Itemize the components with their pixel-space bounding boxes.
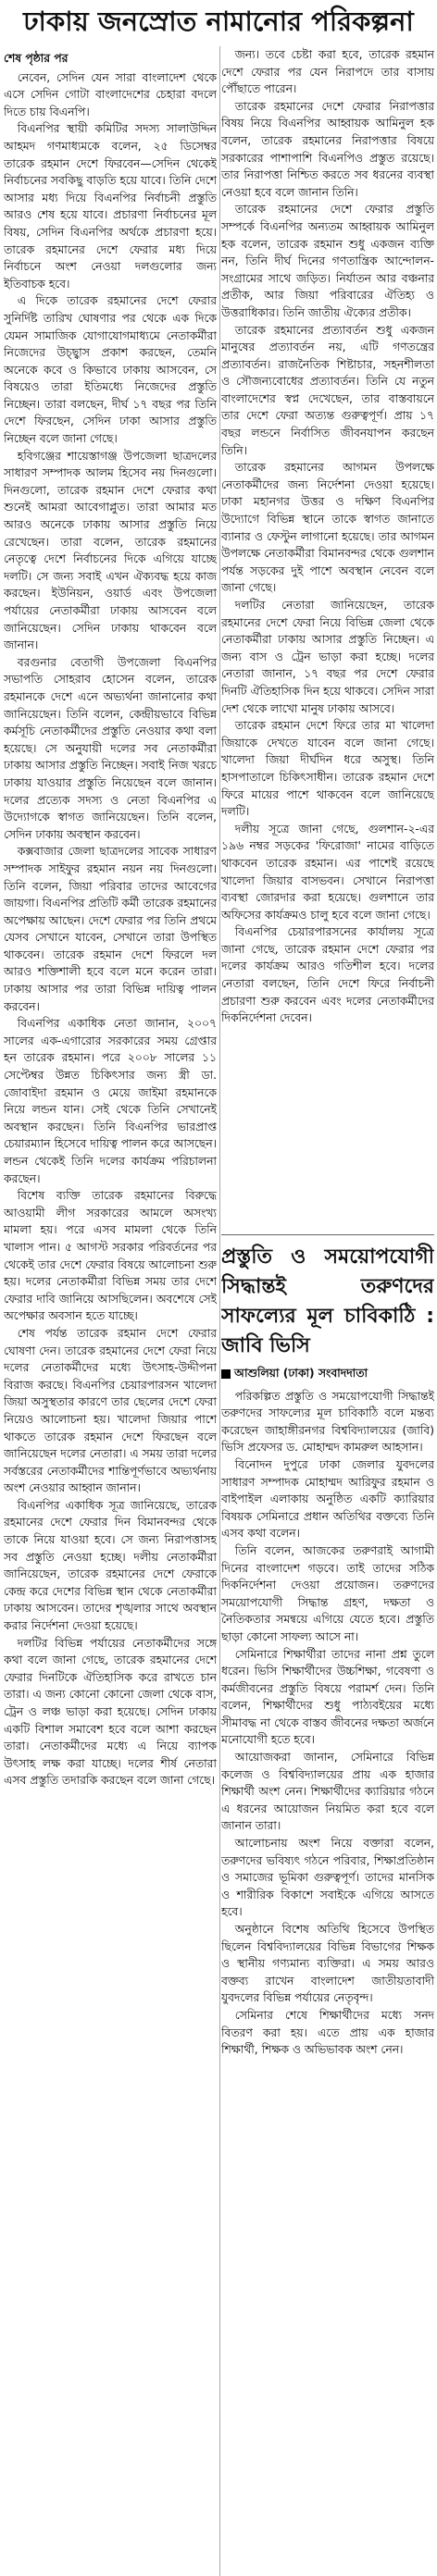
right-article-body	[221, 46, 434, 1221]
paragraph: পরিকল্পিত প্রস্তুতি ও সময়োপযোগী সিদ্ধান্তই তরুণদের সাফল্যের মূল চাবিকাঠি বলে মন্তব্য করেছেন জাহাঙ্গীরনগর বিশ্ববিদ্যালয়ের (জাবি) ভিসি প্রফেসর ড. মোহাম্মদ কামরুল আহসান।	[221, 1389, 434, 1455]
paragraph: দলটির নেতারা জানিয়েছেন, তারেক রহমানের দেশে ফেরা নিয়ে বিভিন্ন জেলা থেকে নেতাকর্মীরা ঢাকায় আসার প্রস্তুতি নিচ্ছেন। এ জন্য বাস ও ট্রেন ভাড়া করা হচ্ছে। দলের নেতারা জানান, ১৭ বছর পর দেশে ফেরার দিনটি ঐতিহাসিক দিন হয়ে থাকবে। সেদিন সারা দেশ থেকে লাখো মানুষ ঢাকায় আসবে।	[221, 599, 434, 715]
paragraph: বিএনপির একাধিক সূত্র জানিয়েছে, তারেক রহমানের দেশে ফেরার দিন বিমানবন্দর থেকে তাকে নিয়ে যাওয়া হবে। সে জন্য নিরাপত্তাসহ সব প্রস্তুতি নেওয়া হচ্ছে। দলীয় নেতাকর্মীরা জানিয়েছেন, তারেক রহমানের দেশে ফেরাকে কেন্দ্র করে দেশের বিভিন্ন স্থান থেকে নেতাকর্মীরা ঢাকায় আসবেন। তাদের শৃঙ্খলার সাথে অবস্থান করার নির্দেশনা দেওয়া হয়েছে।	[4, 1498, 217, 1633]
continued-label: শেষ পৃষ্ঠার পর	[4, 52, 69, 65]
paragraph: তারেক রহমানের আগমন উপলক্ষে নেতাকর্মীদের জন্য নির্দেশনা দেওয়া হয়েছে। ঢাকা মহানগর উত্তর ও দক্ষিণ বিএনপির উদ্যোগে বিভিন্ন স্থানে তাকে স্বাগত জানাতে ব্যানার ও ফেস্টুন লাগানো হয়েছে। তার আগমন উপলক্ষে নেতাকর্মীরা বিমানবন্দর থেকে গুলশান পর্যন্ত সড়কের দুই পাশে অবস্থান নেবেন বলে জানা গেছে।	[221, 461, 434, 595]
square-bullet-icon	[221, 1369, 231, 1379]
paragraph: বিনোদন দুপুরে ঢাকা জেলার যুবদলের সাধারণ সম্পাদক মোহাম্মদ আরিফুর রহমান ও বাইপাইল এলাকায় অনুষ্ঠিত একটি ক্যারিয়ার বিষয়ক সেমিনারে প্রধান অতিথির বক্তব্যে তিনি এসব কথা বলেন।	[221, 1457, 434, 1541]
paragraph: কক্সবাজার জেলা ছাত্রদলের সাবেক সাধারণ সম্পাদক সাইফুর রহমান নয়ন নয় দিনগুলো। তিনি বলেন, জিয়া পরিবার তাদের আবেগের জায়গা। বিএনপির প্রতিটি কর্মী তারেক রহমানের অপেক্ষায় আছেন। দেশে ফেরার পর তিনি প্রথমে যেসব সেখানে যাবেন, সেখানে তারা উপস্থিত থাকবেন। তারেক রহমান দেশে ফিরলে দল আরও শক্তিশালী হবে বলে মনে করেন তারা। ঢাকায় আসার পর তারা বিভিন্ন দায়িত্ব পালন করবেন।	[4, 845, 217, 1013]
second-article-body	[221, 1388, 434, 2059]
paragraph: শেষ পর্যন্ত তারেক রহমান দেশে ফেরার ঘোষণা দেন। তারেক রহমানের দেশে ফেরা নিয়ে দলের নেতাকর্মীদের মধ্যে উৎসাহ-উদ্দীপনা বিরাজ করছে। বিএনপির চেয়ারপারসন খালেদা জিয়া অসুস্থতার কারণে তার ছেলের দেশে ফেরা নিয়েও আলোচনা হয়। খালেদা জিয়ার পাশে থাকতে তারেক রহমান দেশে ফিরছেন বলে জানিয়েছেন দলের নেতারা। এ সময় তারা দলের সর্বস্তরের নেতাকর্মীদের শান্তিপূর্ণভাবে অভ্যর্থনায় অংশ নেওয়ার আহ্বান জানান।	[4, 1326, 217, 1495]
paragraph: দলীয় সূত্রে জানা গেছে, গুলশান-২-এর ১৯৬ নম্বর সড়কের 'ফিরোজা' নামের বাড়িতে থাকবেন তারেক রহমান। এর পাশেই রয়েছে খালেদা জিয়ার বাসভবন। সেখানে নিরাপত্তা ব্যবস্থা জোরদার করা হয়েছে। গুলশানে তার অফিসের কার্যক্রমও চালু হবে বলে জানা গেছে।	[221, 822, 434, 922]
second-article-headline: প্রস্তুতি ও সময়োপযোগী সিদ্ধান্তই তরুণদের সাফল্যের মূল চাবিকাঠি : জাবি ভিসি	[221, 1234, 434, 1361]
paragraph: বরগুনার বেতাগী উপজেলা বিএনপির সভাপতি সোহরাব হোসেন বলেন, তারেক রহমানকে দেশে এনে অভ্যর্থনা জানানোর কথা জানিয়েছেন। তিনি বলেন, কেন্দ্রীয়ভাবে বিভিন্ন কর্মসূচি নেতাকর্মীদের প্রস্তুতি নেওয়ার কথা বলা হয়েছে। সে অনুযায়ী দলের সব নেতাকর্মীরা ঢাকায় আসার প্রস্তুতি নিচ্ছেন। সবাই নিজ খরচে ঢাকায় যাওয়ার প্রস্তুতি নিয়েছেন বলে জানান। দলের প্রত্যেক সদস্য ও নেতা বিএনপির এ উদ্যোগকে স্বাগত জানিয়েছেন। তিনি বলেন, সেদিন ঢাকায় অবস্থান করবেন।	[4, 655, 217, 841]
paragraph: তারেক রহমান দেশে ফিরে তার মা খালেদা জিয়াকে দেখতে যাবেন বলে জানা গেছে। খালেদা জিয়া দীর্ঘদিন ধরে অসুস্থ। তিনি হাসপাতালে চিকিৎসাধীন। তারেক রহমান দেশে ফিরে মায়ের পাশে থাকবেন বলে জানিয়েছে দলটি।	[221, 719, 434, 819]
paragraph: বিএনপির একাধিক নেতা জানান, ২০০৭ সালের এক-এগারোর সরকারের সময় গ্রেপ্তার হন তারেক রহমান। পরে ২০০৮ সালের ১১ সেপ্টেম্বর উন্নত চিকিৎসার জন্য স্ত্রী ডা. জোবাইদা রহমান ও মেয়ে জাইমা রহমানকে নিয়ে লন্ডন যান। সেই থেকে তিনি সেখানেই অবস্থান করছেন। তিনি বিএনপির ভারপ্রাপ্ত চেয়ারম্যান হিসেবে দায়িত্ব পালন করে আসছেন। লন্ডন থেকেই তিনি দলের কার্যক্রম পরিচালনা করছেন।	[4, 1017, 217, 1185]
right-column	[221, 46, 434, 2572]
paragraph: বিএনপির চেয়ারপারসনের কার্যালয় সূত্রে জানা গেছে, তারেক রহমান দেশে ফেরার পর দলের কার্যক্রম আরও গতিশীল হবে। দলের নেতারা বলছেন, তিনি দেশে ফিরে নির্বাচনী প্রচারণা শুরু করবেন এবং দলের নেতাকর্মীদের দিকনির্দেশনা দেবেন।	[221, 925, 434, 1025]
left-article-body	[4, 69, 217, 1790]
paragraph: হবিগঞ্জের শায়েস্তাগঞ্জ উপজেলা ছাত্রদলের সাধারণ সম্পাদক আলম হিসেব নয় দিনগুলো। দিনগুলো, তারেক রহমান দেশে ফেরার কথা শুনেই আমরা আবেগাপ্লুত। তারা আমার মত আরও অনেকে ঢাকায় আসার প্রস্তুতি নিয়ে রেখেছেন। তারা বলেন, তারেক রহমানের নেতৃত্বে দেশে নির্বাচনের দিকে এগিয়ে যাচ্ছে দলটি। সে জন্য সবাই এখন ঐক্যবদ্ধ হয়ে কাজ করছেন। ইউনিয়ন, ওয়ার্ড এবং উপজেলা পর্যায়ের নেতাকর্মীরা ঢাকায় আসবেন বলে জানিয়েছেন। সেদিন ঢাকায় থাকবেন বলে জানান।	[4, 449, 217, 652]
paragraph: বিশেষ ব্যক্তি তারেক রহমানের বিরুদ্ধে আওয়ামী লীগ সরকারের আমলে অসংখ্য মামলা হয়। পরে এসব মামলা থেকে তিনি খালাস পান। ৫ আগস্ট সরকার পরিবর্তনের পর থেকেই তার দেশে ফেরার বিষয়ে আলোচনা শুরু হয়। দলের নেতাকর্মীরা বিভিন্ন সময় তার দেশে ফেরার দাবি জানিয়ে আসছিলেন। অবশেষে সেই অপেক্ষার অবসান হতে যাচ্ছে।	[4, 1189, 217, 1323]
paragraph: তিনি বলেন, আজকের তরুণরাই আগামী দিনের বাংলাদেশ গড়বে। তাই তাদের সঠিক দিকনির্দেশনা দেওয়া প্রয়োজন। তরুণদের সময়োপযোগী সিদ্ধান্ত গ্রহণ, দক্ষতা ও নৈতিকতার সমন্বয়ে এগিয়ে যেতে হবে। প্রস্তুতি ছাড়া কোনো সাফল্য আসে না।	[221, 1543, 434, 1643]
paragraph: আলোচনায় অংশ নিয়ে বক্তারা বলেন, তরুণদের ভবিষ্যৎ গঠনে পরিবার, শিক্ষাপ্রতিষ্ঠান ও সমাজের ভূমিকা গুরুত্বপূর্ণ। তাদের মানসিক ও শারীরিক বিকাশে সবাইকে এগিয়ে আসতে হবে।	[221, 1837, 434, 1919]
left-column	[4, 46, 217, 2572]
paragraph: দলটির বিভিন্ন পর্যায়ের নেতাকর্মীদের সঙ্গে কথা বলে জানা গেছে, তারেক রহমানের দেশে ফেরার দিনটিকে ঐতিহাসিক করে রাখতে চান তারা। এ জন্য কোনো কোনো জেলা থেকে বাস, ট্রেন ও লঞ্চ ভাড়া করা হয়েছে। সেদিন ঢাকায় একটি বিশাল সমাবেশ হবে বলে আশা করছেন তারা। নেতাকর্মীদের মধ্যে এ নিয়ে ব্যাপক উৎসাহ লক্ষ করা যাচ্ছে। দলের শীর্ষ নেতারা এসব প্রস্তুতি তদারকি করছেন বলে জানা গেছে।	[4, 1636, 217, 1788]
paragraph: নেবেন, সেদিন যেন সারা বাংলাদেশ থেকে এসে সেদিন গোটা বাংলাদেশের চেহারা বদলে দিতে চায় বিএনপি।	[4, 70, 217, 118]
paragraph: জন্য। তবে চেষ্টা করা হবে, তারেক রহমান দেশে ফেরার পর যেন নিরাপদে তার বাসায় পৌঁছাতে পারেন।	[221, 48, 434, 96]
byline-text: আশুলিয়া (ঢাকা) সংবাদদাতা	[234, 1367, 368, 1380]
paragraph: তারেক রহমানের দেশে ফেরার নিরাপত্তার বিষয় নিয়ে বিএনপির আহ্বায়ক আমিনুল হক বলেন, তারেক রহমানের নিরাপত্তার বিষয়ে সরকারের পাশাপাশি বিএনপিও প্রস্তুত রয়েছে। তার নিরাপত্তা নিশ্চিত করতে সব ধরনের ব্যবস্থা নেওয়া হবে বলে জানান তিনি।	[221, 99, 434, 199]
paragraph: তারেক রহমানের প্রত্যাবর্তন শুধু একজন মানুষের প্রত্যাবর্তন নয়, এটি গণতন্ত্রের প্রত্যাবর্তন। রাজনৈতিক শিষ্টাচার, সহনশীলতা ও সৌজন্যবোধের প্রত্যাবর্তন। তিনি যে নতুন বাংলাদেশের স্বপ্ন দেখেছেন, তার বাস্তবায়নে তার দেশে ফেরা অত্যন্ত গুরুত্বপূর্ণ। প্রায় ১৭ বছর লন্ডনে নির্বাসিত জীবনযাপন করছেন তিনি।	[221, 323, 434, 457]
paragraph: বিএনপির স্থায়ী কমিটির সদস্য সালাউদ্দিন আহমদ গণমাধ্যমকে বলেন, ২৫ ডিসেম্বর তারেক রহমান দেশে ফিরবেন—সেদিন থেকেই নির্বাচনের সবকিছু বাড়তি হয়ে যাবে। তিনি দেশে আসার মধ্য দিয়ে বিএনপির নির্বাচনী প্রস্তুতি আরও শেষ হয়ে যাবে। প্রচারণা নির্বাচনের মূল বিষয়, সেদিন বিএনপির অর্থকে প্রচারণা হয়ে। তারেক রহমানের দেশে ফেরার মধ্য দিয়ে নির্বাচনে অংশ নেওয়া দলগুলোর জন্য ইতিবাচক হবে।	[4, 122, 217, 291]
second-article-byline	[221, 1365, 434, 1382]
column-divider	[219, 46, 220, 2576]
paragraph: আয়োজকরা জানান, সেমিনারে বিভিন্ন কলেজ ও বিশ্ববিদ্যালয়ের প্রায় এক হাজার শিক্ষার্থী অংশ নেন। শিক্ষার্থীদের ক্যারিয়ার গঠনে এ ধরনের আয়োজন নিয়মিত করা হবে বলে জানান তারা।	[221, 1751, 434, 1833]
paragraph: অনুষ্ঠানে বিশেষ অতিথি হিসেবে উপস্থিত ছিলেন বিশ্ববিদ্যালয়ের বিভিন্ন বিভাগের শিক্ষক ও স্থানীয় গণ্যমান্য ব্যক্তিরা। এ সময় আরও বক্তব্য রাখেন বাংলাদেশ জাতীয়তাবাদী যুবদলের বিভিন্ন পর্যায়ের নেতৃবৃন্দ।	[221, 1923, 434, 2005]
paragraph: তারেক রহমানের দেশে ফেরার প্রস্তুতি সম্পর্কে বিএনপির অন্যতম আহ্বায়ক আমিনুল হক বলেন, তারেক রহমান শুধু একজন ব্যক্তি নন, তিনি দীর্ঘ দিনের গণতান্ত্রিক আন্দোলন-সংগ্রামের সাথে জড়িত। নির্যাতন আর বঞ্চনার প্রতীক, আর জিয়া পরিবারের ঐতিহ্য ও উত্তরাধিকার। তিনি জাতীয় ঐক্যের প্রতীক।	[221, 203, 434, 319]
paragraph: সেমিনারে শিক্ষার্থীরা তাদের নানা প্রশ্ন তুলে ধরেন। ভিসি শিক্ষার্থীদের উচ্চশিক্ষা, গবেষণা ও কর্মজীবনের প্রস্তুতি বিষয়ে পরামর্শ দেন। তিনি বলেন, শিক্ষার্থীদের শুধু পাঠ্যবইয়ের মধ্যে সীমাবদ্ধ না থেকে বাস্তব জীবনের দক্ষতা অর্জনে মনোযোগী হতে হবে।	[221, 1647, 434, 1747]
paragraph: সেমিনার শেষে শিক্ষার্থীদের মধ্যে সনদ বিতরণ করা হয়। এতে প্রায় এক হাজার শিক্ষার্থী, শিক্ষক ও অভিভাবক অংশ নেন।	[221, 2008, 434, 2057]
article-headline: ঢাকায় জনস্রোত নামানোর পরিকল্পনা	[23, 6, 414, 37]
paragraph: এ দিকে তারেক রহমানের দেশে ফেরার সুনির্দিষ্ট তারিখ ঘোষণার পর থেকে এক দিকে যেমন সামাজিক যোগাযোগমাধ্যমে নেতাকর্মীরা নিজেদের উচ্ছ্বাস প্রকাশ করছেন, তেমনি অনেকে কবে ও কিভাবে ঢাকায় আসবেন, সে বিষয়েও তারা ইতিমধ্যে নিজেদের প্রস্তুতি নিচ্ছেন। তারা বলছেন, দীর্ঘ ১৭ বছর পর তিনি দেশে ফিরছেন, সেদিন ঢাকা আসার প্রস্তুতি নিচ্ছেন বলে জানা গেছে।	[4, 294, 217, 446]
